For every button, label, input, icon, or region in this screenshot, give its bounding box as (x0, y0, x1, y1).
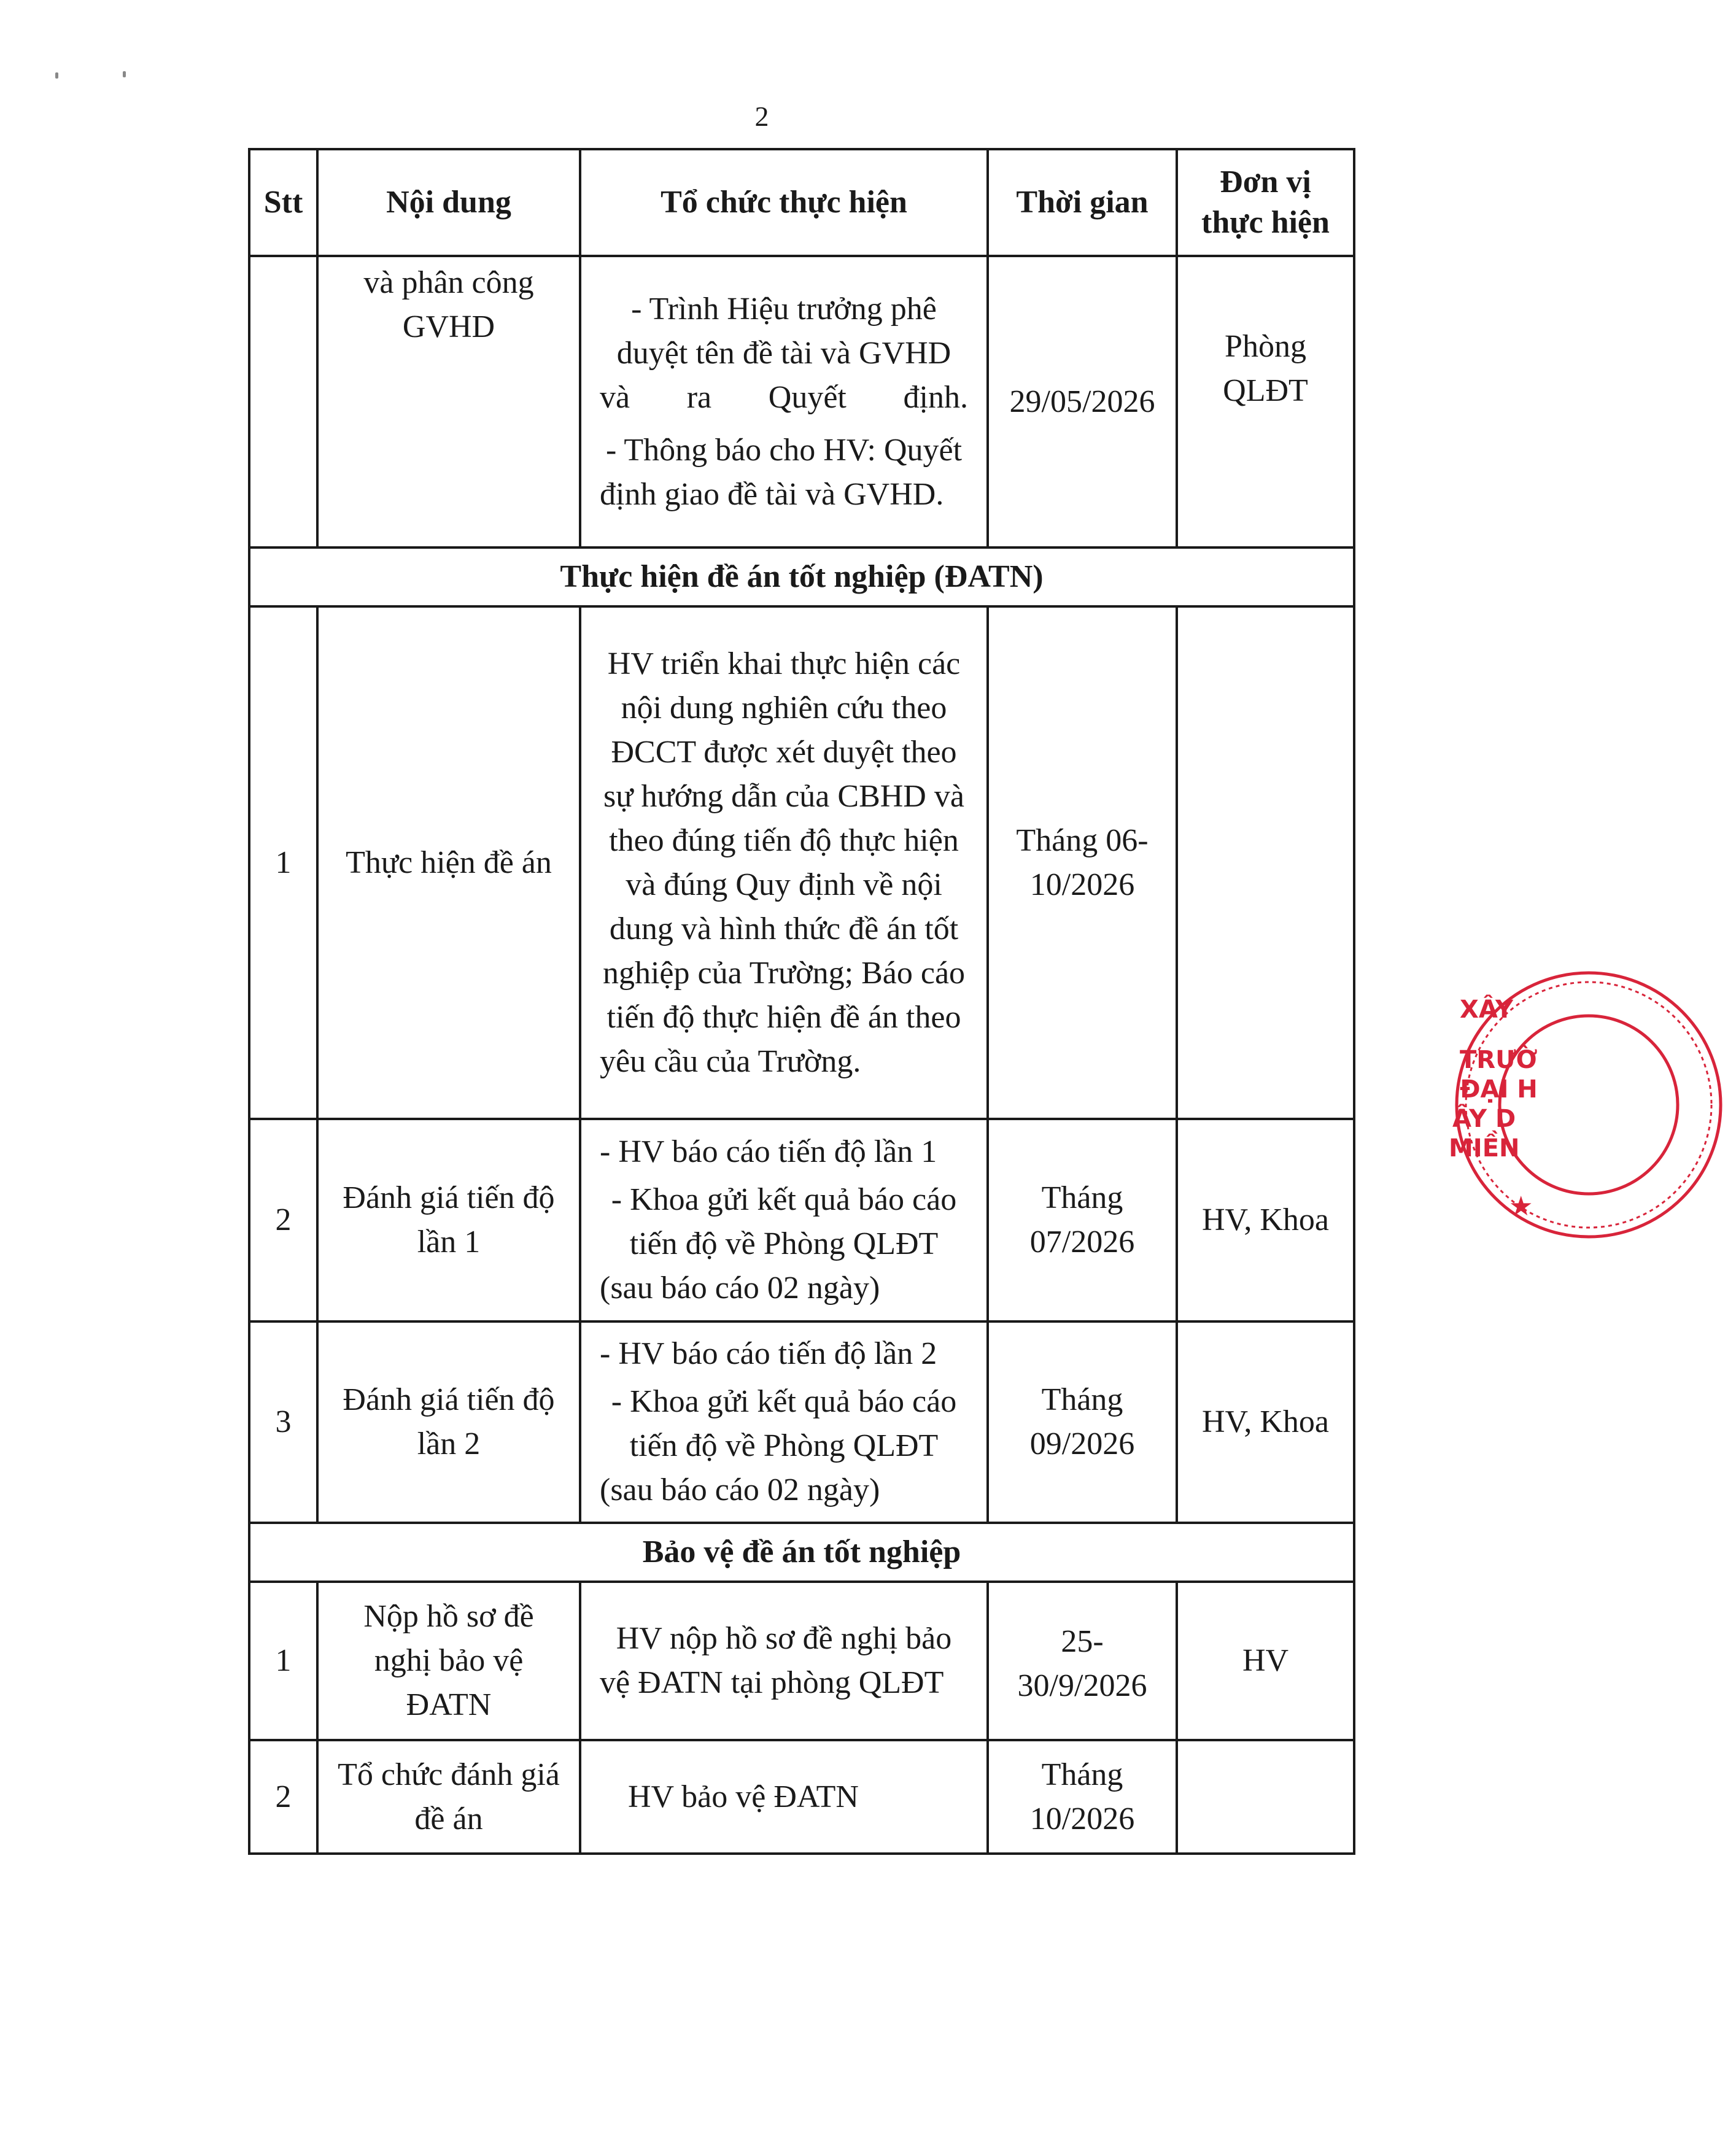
star-icon: ★ (1509, 1191, 1533, 1222)
cell-content: Tổ chức đánh giá đề án (317, 1740, 580, 1854)
scan-speck (55, 72, 58, 79)
cell-content: Thực hiện đề án (317, 606, 580, 1119)
cell-stt: 2 (249, 1119, 317, 1321)
page-number: 2 (754, 101, 769, 132)
cell-organization (580, 1119, 988, 1321)
official-stamp (1441, 970, 1736, 1240)
cell-unit (1177, 606, 1354, 1119)
cell-time: 29/05/2026 (988, 256, 1177, 547)
cell-unit: HV, Khoa (1177, 1119, 1354, 1321)
scan-speck (123, 71, 126, 77)
stamp-inner-ring (1500, 1016, 1678, 1194)
section-title: Bảo vệ đề án tốt nghiệp (249, 1523, 1354, 1582)
header-unit: Đơn vị thực hiện (1177, 149, 1354, 256)
cell-stt: 3 (249, 1321, 317, 1523)
cell-stt (249, 256, 317, 547)
cell-time: 25-30/9/2026 (988, 1582, 1177, 1740)
org-line: - HV báo cáo tiến độ lần 2 (600, 1336, 937, 1371)
org-line: - Khoa gửi kết quả báo cáo tiến độ về Phòng QLĐT (sau báo cáo 02 ngày) (600, 1384, 957, 1507)
cell-organization (580, 1740, 988, 1854)
cell-time: Tháng 09/2026 (988, 1321, 1177, 1523)
cell-content: Nộp hồ sơ đề nghị bảo vệ ĐATN (317, 1582, 580, 1740)
cell-content: Đánh giá tiến độ lần 1 (317, 1119, 580, 1321)
cell-organization (580, 606, 988, 1119)
cell-content: Đánh giá tiến độ lần 2 (317, 1321, 580, 1523)
cell-stt: 1 (249, 606, 317, 1119)
header-content: Nội dung (317, 149, 580, 256)
cell-time: Tháng 10/2026 (988, 1740, 1177, 1854)
org-line: - Thông báo cho HV: Quyết định giao đề tài và GVHD. (600, 432, 963, 512)
table-row (249, 1119, 1354, 1321)
stamp-text: ĐẠI H (1460, 1075, 1538, 1104)
org-line: HV triển khai thực hiện các nội dung nghiên cứu theo ĐCCT được xét duyệt theo sự hướng dẫn của CBHD và theo đúng tiến độ thực hiện và đúng Quy định về nội dung và hình thức đề án tốt nghiệp của Trường; Báo cáo tiến độ thực hiện đề án theo yêu cầu của Trường. (600, 646, 966, 1079)
header-time: Thời gian (988, 149, 1177, 256)
stamp-text: ÂY D (1452, 1105, 1516, 1133)
org-line: - Trình Hiệu trưởng phê duyệt tên đề tài và GVHD và ra Quyết định. (600, 291, 968, 415)
stamp-text: XÂY (1460, 996, 1513, 1024)
section-header (249, 547, 1354, 606)
cell-content: và phân công GVHD (317, 256, 580, 547)
cell-unit: Phòng QLĐT (1177, 256, 1354, 547)
cell-organization (580, 1582, 988, 1740)
section-title: Thực hiện đề án tốt nghiệp (ĐATN) (249, 547, 1354, 606)
org-line: - Khoa gửi kết quả báo cáo tiến độ về Phòng QLĐT (sau báo cáo 02 ngày) (600, 1182, 957, 1306)
cell-organization (580, 256, 988, 547)
table-row (249, 1740, 1354, 1854)
table-header-row (249, 149, 1354, 256)
cell-stt: 2 (249, 1740, 317, 1854)
org-line: - HV báo cáo tiến độ lần 1 (600, 1134, 937, 1169)
cell-stt: 1 (249, 1582, 317, 1740)
table-row (249, 606, 1354, 1119)
header-stt: Stt (249, 149, 317, 256)
table-row (249, 1321, 1354, 1523)
org-line: HV bảo vệ ĐATN (628, 1779, 859, 1814)
cell-organization (580, 1321, 988, 1523)
schedule-table (248, 148, 1355, 1855)
section-header (249, 1523, 1354, 1582)
cell-time: Tháng 07/2026 (988, 1119, 1177, 1321)
header-organization: Tổ chức thực hiện (580, 149, 988, 256)
org-line: HV nộp hồ sơ đề nghị bảo vệ ĐATN tại phòng QLĐT (600, 1621, 952, 1700)
stamp-outer-ring (1457, 973, 1721, 1237)
stamp-text: MIỀN (1449, 1134, 1520, 1163)
cell-unit: HV (1177, 1582, 1354, 1740)
cell-unit (1177, 1740, 1354, 1854)
stamp-text: TRƯỜ (1460, 1046, 1538, 1074)
table-row (249, 1582, 1354, 1740)
stamp-dotted-ring (1466, 982, 1711, 1228)
cell-time: Tháng 06-10/2026 (988, 606, 1177, 1119)
table-row (249, 256, 1354, 547)
cell-unit: HV, Khoa (1177, 1321, 1354, 1523)
